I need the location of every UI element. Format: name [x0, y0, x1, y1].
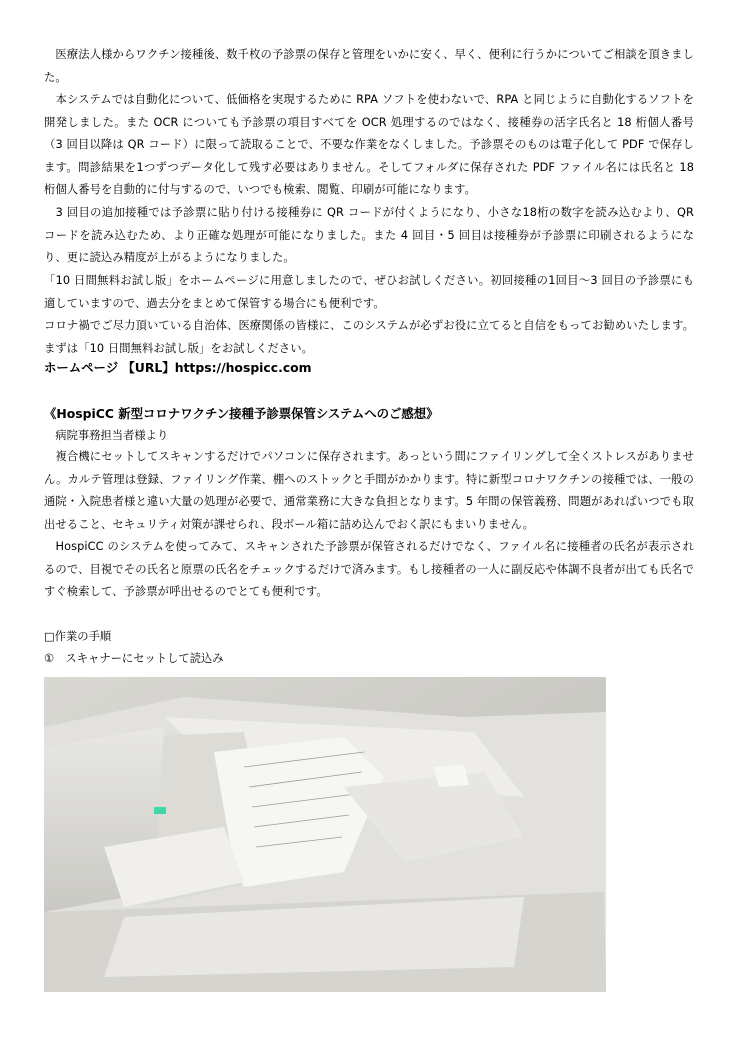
- procedure-title: □作業の手順: [44, 630, 112, 643]
- impression-author: 病院事務担当者様より: [44, 429, 169, 442]
- homepage-url-link[interactable]: ホームページ 【URL】https://hospicc.com: [44, 360, 312, 375]
- procedure-step-1: ① スキャナーにセットして読込み: [44, 652, 224, 665]
- trial-paragraph: 「10 日間無料お試し版」をホームページに用意しましたので、ぜひお試しください。初回接種の1回目～3 回目の予診票にも適していますので、過去分をまとめて保管する場合にも便利です。: [44, 274, 694, 310]
- scanner-illustration: [44, 677, 606, 992]
- system-paragraph: 本システムでは自動化について、低価格を実現するために RPA ソフトを使わないで、RPA と同じように自動化するソフトを開発しました。また OCR についても予診票の項目すべてを OCR 処理するのではなく、接種券の活字氏名と 18 桁個人番号（3 回目以降は QR コード）に限って読取ることで、不要な作業をなくしました。予診票そのものは電子化して PDF で保存します。問診結果を1つずつデータ化して残す必要はありません。そしてフォルダに保存された PDF ファイル名には氏名と 18 桁個人番号を自動的に付与するので、いつでも検索、閲覧、印刷が可能になります。: [44, 93, 694, 197]
- scanner-panel-light: [154, 807, 166, 814]
- impression-heading: 《HospiCC 新型コロナワクチン接種予診票保管システムへのご感想》: [44, 406, 439, 421]
- impression-paragraph-2: HospiCC のシステムを使ってみて、スキャンされた予診票が保管されるだけでなく、ファイル名に接種者の氏名が表示されるので、目視でその氏名と原票の氏名をチェックするだけで済みます。もし接種者の一人に副反応や体調不良者が出ても氏名ですぐ検索して、予診票が呼出せるのでとても便利です。: [44, 540, 694, 599]
- impression-paragraph-1: 複合機にセットしてスキャンするだけでパソコンに保存されます。あっという間にファイリングして全くストレスがありません。カルテ管理は登録、ファイリング作業、棚へのストックと手間がかかります。特に新型コロナワクチンの接種では、一般の通院・入院患者様と違い大量の処理が必要で、通常業務に大きな負担となります。5 年間の保管義務、問題があればいつでも取出せること、セキュリティ対策が課せられ、段ボール箱に詰め込んでおく訳にもまいりません。: [44, 450, 694, 531]
- intro-paragraph: 医療法人様からワクチン接種後、数千枚の予診票の保存と管理をいかに安く、早く、便利に行うかについてご相談を頂きました。: [44, 48, 694, 84]
- recommend-paragraph: コロナ禍でご尽力頂いている自治体、医療関係の皆様に、このシステムが必ずお役に立てると自信をもってお勧めいたします。まずは「10 日間無料お試し版」をお試しください。: [44, 319, 694, 355]
- scanner-photo: [44, 677, 606, 992]
- third-dose-paragraph: 3 回目の追加接種では予診票に貼り付ける接種券に QR コードが付くようになり、小さな18桁の数字を読み込むより、QR コードを読み込むため、より正確な処理が可能になりました。また 4 回目・5 回目は接種券が予診票に印刷されるようになり、更に読込み精度が上がるようになりました。: [44, 206, 694, 265]
